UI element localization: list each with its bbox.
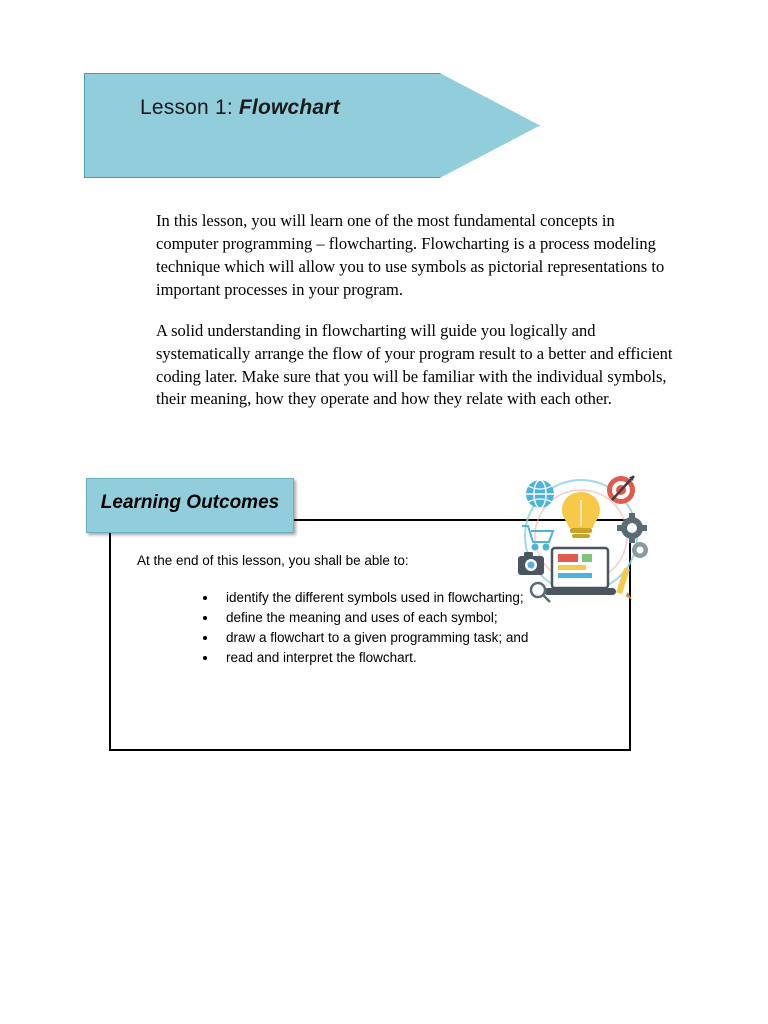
learning-outcomes-list [196, 588, 528, 668]
list-item: • draw a flowchart to a given programming task; and [218, 628, 528, 648]
list-item: • define the meaning and uses of each symbol; [218, 608, 528, 628]
lesson-intro-text [156, 210, 674, 411]
lesson-title-topic: Flowchart [238, 96, 340, 119]
list-item: • read and interpret the flowchart. [218, 648, 528, 668]
lesson-paragraph-2: A solid understanding in flowcharting will guide you logically and systematically arrange the flow of your program result to a better and efficient coding later. Make sure that you will be familiar with the individual symbols, their meaning, how they operate and how they relate with each other. [156, 320, 673, 409]
lesson-title-prefix: Lesson 1: [140, 96, 239, 119]
lesson-title-text [140, 96, 340, 120]
learning-outcomes-tab [86, 478, 294, 533]
learning-outcomes-title: Learning Outcomes [100, 492, 280, 513]
lesson-title-banner [84, 73, 540, 178]
list-item: • identify the different symbols used in flowcharting; [218, 588, 528, 608]
learning-technology-illustration [508, 464, 654, 618]
banner-arrow-shape [84, 73, 540, 178]
learning-outcomes-intro: At the end of this lesson, you shall be able to: [137, 553, 409, 568]
lesson-paragraph-1: In this lesson, you will learn one of the most fundamental concepts in computer programming – flowcharting. Flowcharting is a process modeling technique which will allow you to use symbols as pictorial representations to important processes in your program. [156, 211, 665, 299]
